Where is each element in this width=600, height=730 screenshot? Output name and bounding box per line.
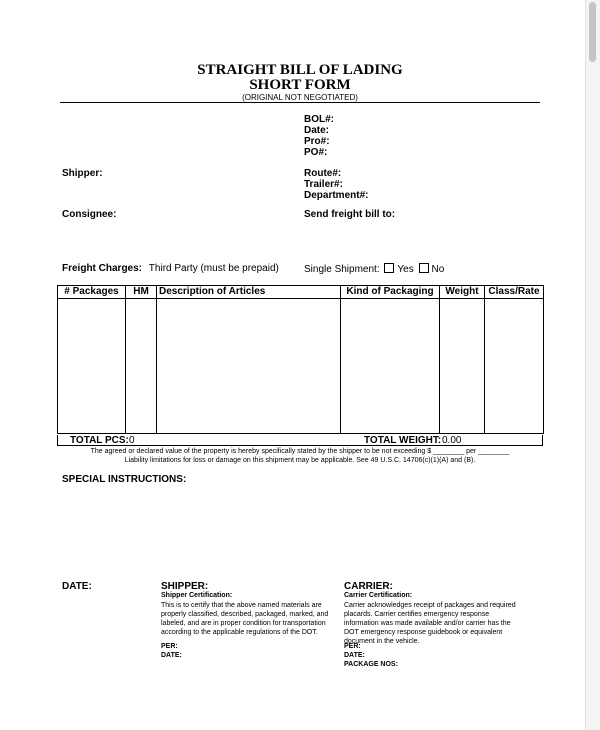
route-number-label: Route#: [304, 168, 342, 179]
pro-number-label: Pro#: [304, 136, 330, 147]
carrier-per-label: PER: [344, 643, 361, 650]
cell-description[interactable] [157, 299, 341, 434]
liability-statement: Liability limitations for loss or damage on this shipment may be applicable. See 49 U.S.C. 14706(c)(1)(A) and (B). [124, 457, 476, 464]
total-pcs-value: 0 [129, 435, 135, 446]
single-shipment-yes-label: Yes [397, 264, 414, 275]
po-number-label: PO#: [304, 147, 328, 158]
totals-row [57, 435, 543, 446]
carrier-certification-text: Carrier acknowledges receipt of packages and required placards. Carrier certifies emergency response information was made available and/or carrier has the DOT emergency response guidebook or equivalent document in the vehicle. [344, 602, 516, 645]
date-signature-label: DATE: [62, 581, 92, 592]
column-header-weight: Weight [440, 286, 485, 299]
cell-class-rate[interactable] [485, 299, 544, 434]
carrier-certification-title: Carrier Certification: [344, 592, 413, 599]
shipment-items-table [57, 285, 544, 434]
shipper-per-label: PER: [161, 643, 178, 650]
document-note: (ORIGINAL NOT NEGOTIATED) [242, 93, 358, 102]
freight-charges-value: Third Party (must be prepaid) [148, 263, 279, 274]
total-pcs-label: TOTAL PCS: [70, 435, 129, 446]
cell-weight[interactable] [440, 299, 485, 434]
bol-number-label: BOL#: [304, 114, 334, 125]
consignee-label: Consignee: [62, 209, 117, 220]
single-shipment-no-label: No [431, 264, 445, 275]
header-divider [60, 102, 540, 103]
table-row [58, 299, 544, 434]
freight-charges-row [62, 263, 279, 274]
cell-hm[interactable] [126, 299, 157, 434]
column-header-hm: HM [126, 286, 157, 299]
date-label: Date: [304, 125, 330, 136]
column-header-class-rate: Class/Rate [485, 286, 544, 299]
cell-packages[interactable] [58, 299, 126, 434]
document-title: STRAIGHT BILL OF LADING [197, 62, 403, 78]
shipper-certification-title: Shipper Certification: [161, 592, 233, 599]
department-number-label: Department#: [304, 190, 369, 201]
single-shipment-yes-checkbox[interactable] [384, 263, 394, 273]
column-header-packages: # Packages [58, 286, 126, 299]
cell-packaging[interactable] [341, 299, 440, 434]
total-weight-label: TOTAL WEIGHT: [364, 435, 442, 446]
shipper-date-label: DATE: [161, 652, 182, 659]
carrier-date-label: DATE: [344, 652, 365, 659]
shipper-label: Shipper: [62, 168, 103, 179]
special-instructions-label: SPECIAL INSTRUCTIONS: [62, 474, 187, 485]
document-subtitle-form: SHORT FORM [249, 77, 351, 93]
shipper-section-title: SHIPPER: [161, 581, 209, 592]
trailer-number-label: Trailer#: [304, 179, 343, 190]
column-header-packaging: Kind of Packaging [341, 286, 440, 299]
column-header-description: Description of Articles [157, 286, 341, 299]
scrollbar-thumb[interactable] [589, 2, 596, 62]
shipper-certification-text: This is to certify that the above named materials are properly classified, described, packaged, marked, and labeled, and are in proper condition for transportation according to the applicable regulations of the DOT. [161, 602, 329, 636]
total-weight-value: 0.00 [442, 435, 462, 446]
single-shipment-no-checkbox[interactable] [419, 263, 429, 273]
package-numbers-label: PACKAGE NOS: [344, 661, 398, 668]
table-header-row [58, 286, 544, 299]
carrier-section-title: CARRIER: [344, 581, 393, 592]
single-shipment-row [304, 263, 444, 275]
single-shipment-label: Single Shipment: [304, 264, 380, 275]
send-freight-bill-label: Send freight bill to: [304, 209, 396, 220]
declared-value-statement: The agreed or declared value of the property is hereby specifically stated by the shipper to be not exceeding $ ________ per ________ [90, 448, 510, 455]
freight-charges-label: Freight Charges: [62, 263, 143, 274]
vertical-scrollbar[interactable] [585, 0, 600, 730]
